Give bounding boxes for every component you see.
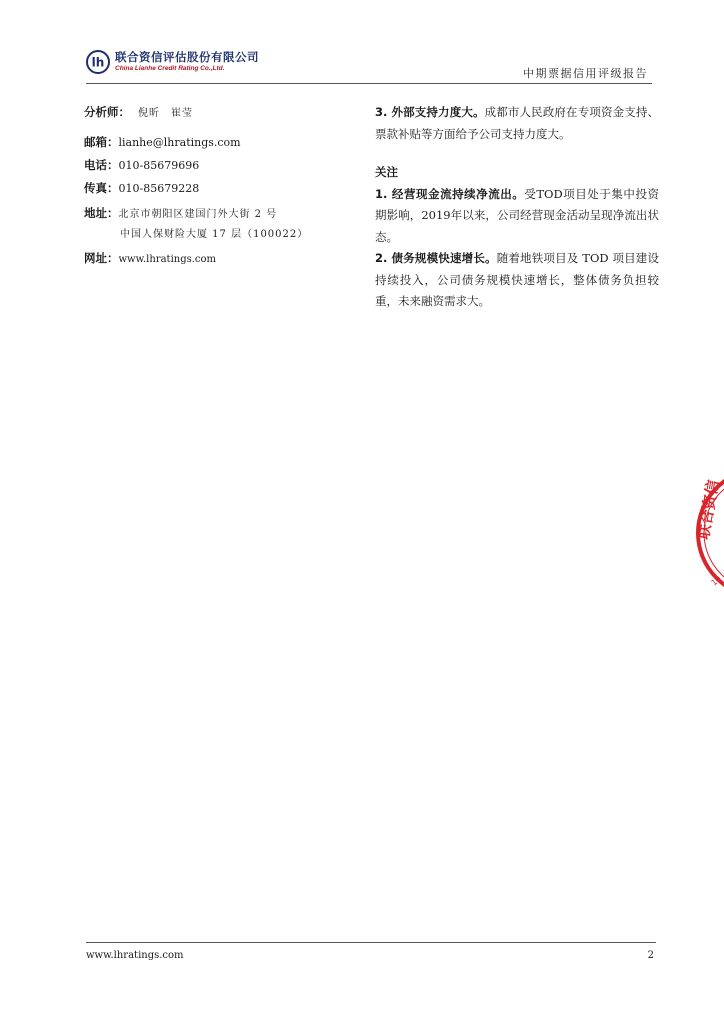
website-link[interactable]: www.lhratings.com [118, 254, 217, 265]
email-row [84, 134, 354, 157]
seal-stamp-icon [694, 458, 724, 608]
address-line-1: 北京市朝阳区建国门外大街 2 号 [118, 209, 278, 220]
analyst-row [84, 104, 354, 134]
phone-value: 010-85679696 [118, 159, 200, 172]
analyst-names: 倪昕 崔莹 [138, 108, 193, 119]
fax-label: 传真： [84, 181, 119, 195]
email-label: 邮箱： [84, 135, 119, 149]
phone-row [84, 157, 354, 180]
fax-row [84, 180, 354, 205]
email-value[interactable]: lianhe@lhratings.com [118, 136, 241, 149]
contact-info [84, 104, 354, 266]
address-row [84, 205, 354, 225]
page-number: 2 [647, 950, 654, 961]
support-item-text: 成都市人民政府在专项资金支持、票款补贴等方面给予公司支持力度大。 [375, 105, 660, 141]
concern-2-title: 2. 债务规模快速增长。 [375, 251, 497, 265]
company-seal [694, 458, 724, 608]
company-name-cn: 联合资信评估股份有限公司 [115, 50, 259, 64]
concern-1-title: 1. 经营现金流持续净流出。 [375, 186, 525, 201]
concern-2-text: 随着地铁项目及 TOD 项目建设持续投入，公司债务规模快速增长，整体债务负担较重，未来融资需求大。 [375, 251, 659, 308]
website-label: 网址： [84, 251, 119, 265]
concern-1-text: 受TOD项目处于集中投资期影响，2019年以来，公司经营现金活动呈现净流出状态。 [375, 186, 659, 244]
page-header [86, 48, 652, 84]
address-line-2: 中国人保财险大厦 17 层（100022） [120, 229, 309, 240]
report-type-title: 中期票据信用评级报告 [523, 67, 648, 80]
address-label: 地址： [84, 206, 119, 220]
concerns-heading: 关注 [375, 165, 398, 179]
website-row [84, 250, 354, 266]
concern-item-2 [375, 248, 659, 313]
fax-value: 010-85679228 [118, 182, 200, 195]
footer-url[interactable]: www.lhratings.com [86, 950, 184, 961]
logo-mark-text: lh [91, 55, 105, 70]
footer-divider [86, 942, 656, 943]
page-footer [86, 942, 656, 961]
address-row-2 [84, 225, 354, 250]
support-item-title: 3. 外部支持力度大。 [375, 105, 485, 119]
seal-text: 联合资信 [694, 478, 723, 541]
company-logo [86, 50, 259, 74]
support-item [375, 102, 659, 145]
company-name-en: China Lianhe Credit Rating Co.,Ltd. [115, 65, 225, 72]
analyst-label: 分析师： [84, 105, 130, 119]
phone-label: 电话： [84, 158, 119, 172]
rating-content [375, 102, 659, 313]
header-divider [86, 83, 652, 84]
concern-item-1 [375, 184, 659, 249]
lianhe-logo-icon [86, 50, 110, 74]
seal-code: 10 [709, 574, 724, 588]
